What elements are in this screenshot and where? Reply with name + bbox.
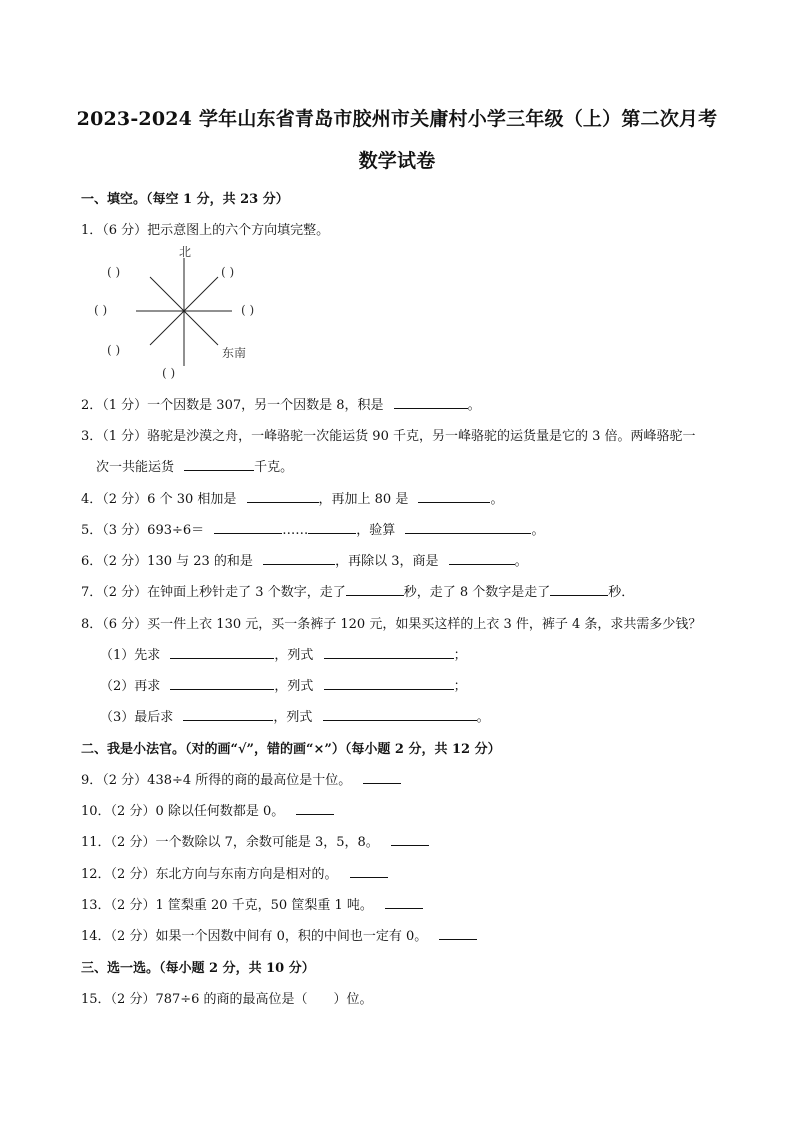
question-4-end: 。 <box>490 492 504 507</box>
question-5-part-a: 5．（3 分）693÷6＝ <box>81 523 205 538</box>
southeast-label: 东南 <box>222 346 247 360</box>
answer-blank[interactable] <box>394 395 468 409</box>
answer-blank[interactable] <box>439 926 477 940</box>
question-14 <box>81 925 477 944</box>
question-3-line-2 <box>96 456 293 475</box>
question-8-step-1 <box>100 644 467 663</box>
question-6 <box>81 550 528 569</box>
north-label: 北 <box>179 245 192 259</box>
question-10-text: 10．（2 分）0 除以任何数都是 0。 <box>81 804 285 819</box>
step-3-formula-label: ，列式 <box>273 710 313 725</box>
question-8: 8．（6 分）买一件上衣 130 元，买一条裤子 120 元，如果买这样的上衣 3 件，裤子 4 条，求共需多少钱？ <box>81 617 702 632</box>
answer-blank[interactable] <box>449 551 515 565</box>
question-12 <box>81 863 388 882</box>
answer-blank[interactable] <box>296 801 334 815</box>
question-4-part-a: 4．（2 分）6 个 30 相加是 <box>81 492 237 507</box>
question-2-end: 。 <box>467 398 481 413</box>
step-1-formula-label: ，列式 <box>274 648 314 663</box>
section-1-heading: 一、填空。（每空 1 分，共 23 分） <box>81 192 289 207</box>
east-blank: ( ) <box>241 303 255 317</box>
answer-blank[interactable] <box>346 582 404 596</box>
answer-blank[interactable] <box>363 770 401 784</box>
question-10 <box>81 800 334 819</box>
question-5-end: 。 <box>531 523 545 538</box>
answer-blank[interactable] <box>405 520 531 534</box>
question-8-step-2 <box>100 675 467 694</box>
step-1-end: ； <box>453 648 467 663</box>
step-3-end: 。 <box>476 710 490 725</box>
answer-blank[interactable] <box>350 864 388 878</box>
answer-blank[interactable] <box>170 645 274 659</box>
question-7 <box>81 581 634 600</box>
question-3-text: 次一共能运货 <box>96 460 175 475</box>
answer-blank[interactable] <box>323 707 477 721</box>
title-line-1: 2023-2024 学年山东省青岛市胶州市关庸村小学三年级（上）第二次月考 <box>76 108 718 130</box>
section-2-heading: 二、我是小法官。（对的画“√”，错的画“×”）（每小题 2 分，共 12 分） <box>81 742 501 757</box>
question-3-end: 千克。 <box>254 460 294 475</box>
step-2-end: ； <box>453 679 467 694</box>
question-6-part-a: 6．（2 分）130 与 23 的和是 <box>81 554 253 569</box>
answer-blank[interactable] <box>385 895 423 909</box>
answer-blank[interactable] <box>550 582 608 596</box>
section-3-heading: 三、选一选。（每小题 2 分，共 10 分） <box>81 961 315 976</box>
answer-blank[interactable] <box>247 489 319 503</box>
west-blank: ( ) <box>94 303 108 317</box>
question-9 <box>81 769 401 788</box>
question-7-part-b: 秒，走了 8 个数字是走了 <box>403 585 551 600</box>
question-5 <box>81 519 544 538</box>
step-3-label: （3）最后求 <box>100 710 174 725</box>
answer-blank[interactable] <box>324 676 454 690</box>
step-2-formula-label: ，列式 <box>274 679 314 694</box>
south-blank: ( ) <box>162 366 176 380</box>
question-4-part-b: ，再加上 80 是 <box>318 492 409 507</box>
title-line-2: 数学试卷 <box>358 150 436 172</box>
question-1: 1．（6 分）把示意图上的六个方向填完整。 <box>81 223 330 238</box>
question-11 <box>81 831 429 850</box>
question-14-text: 14．（2 分）如果一个因数中间有 0，积的中间也一定有 0。 <box>81 929 428 944</box>
question-13-text: 13．（2 分）1 筐梨重 20 千克，50 筐梨重 1 吨。 <box>81 898 373 913</box>
southwest-blank: ( ) <box>107 343 121 357</box>
question-5-part-c: ，验算 <box>356 523 396 538</box>
answer-blank[interactable] <box>263 551 335 565</box>
question-4 <box>81 488 504 507</box>
step-1-label: （1）先求 <box>100 648 161 663</box>
answer-blank[interactable] <box>391 832 429 846</box>
question-12-text: 12．（2 分）东北方向与东南方向是相对的。 <box>81 867 338 882</box>
question-15: 15．（2 分）787÷6 的商的最高位是（ ）位。 <box>81 992 373 1007</box>
answer-blank[interactable] <box>170 676 274 690</box>
northwest-blank: ( ) <box>107 265 121 279</box>
question-11-text: 11．（2 分）一个数除以 7，余数可能是 3，5，8。 <box>81 835 379 850</box>
question-9-text: 9．（2 分）438÷4 所得的商的最高位是十位。 <box>81 773 352 788</box>
question-7-part-a: 7．（2 分）在钟面上秒针走了 3 个数字，走了 <box>81 585 346 600</box>
question-2 <box>81 394 481 413</box>
question-13 <box>81 894 423 913</box>
question-2-text: 2．（1 分）一个因数是 307，另一个因数是 8，积是 <box>81 398 384 413</box>
question-6-end: 。 <box>514 554 528 569</box>
question-7-end: 秒． <box>608 585 635 600</box>
answer-blank[interactable] <box>184 457 254 471</box>
northeast-blank: ( ) <box>221 265 235 279</box>
answer-blank[interactable] <box>214 520 282 534</box>
answer-blank[interactable] <box>183 707 273 721</box>
question-5-part-b: …… <box>282 523 309 538</box>
question-3-line-1: 3．（1 分）骆驼是沙漠之舟，一峰骆驼一次能运货 90 千克，另一峰骆驼的运货量是它的 3 倍。两峰骆驼一 <box>81 429 696 444</box>
answer-blank[interactable] <box>324 645 454 659</box>
question-8-step-3 <box>100 706 490 725</box>
step-2-label: （2）再求 <box>100 679 161 694</box>
answer-blank[interactable] <box>308 520 356 534</box>
question-6-part-b: ，再除以 3，商是 <box>335 554 439 569</box>
answer-blank[interactable] <box>418 489 490 503</box>
